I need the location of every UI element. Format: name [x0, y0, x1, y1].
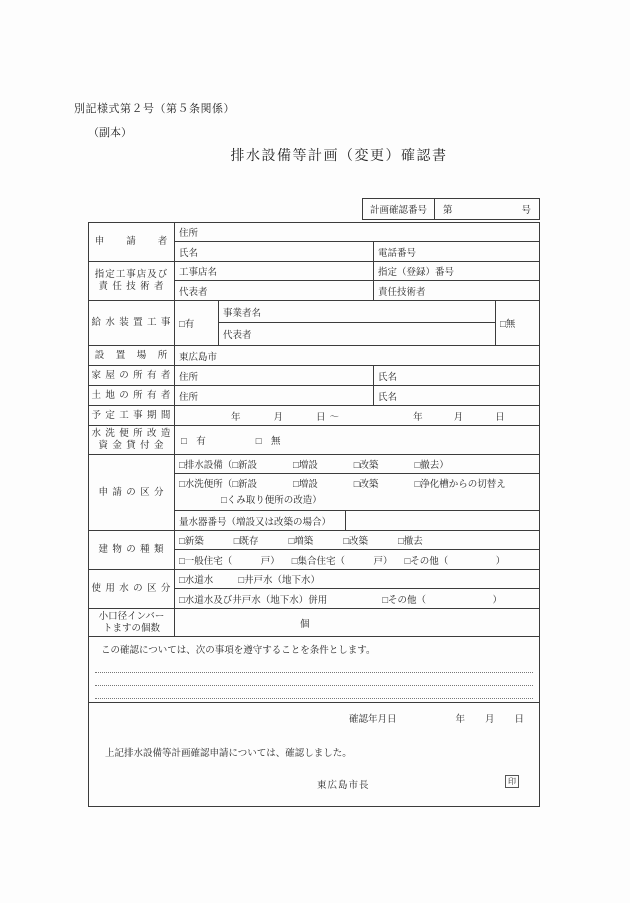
confirmation-month: 月 — [485, 715, 495, 725]
toilet-loan-yes-checkbox: □ 有 — [181, 437, 206, 447]
water-use-section — [89, 570, 539, 609]
building-new-checkbox: □新築 — [179, 537, 204, 547]
plan-number-suffix: 号 — [521, 206, 531, 216]
water-supply-business-field: 事業者名 — [223, 308, 262, 319]
tap-water-checkbox: □水道水 — [179, 576, 214, 586]
work-period-label: 予 定 工 事 期 間 — [89, 406, 175, 425]
confirmation-day: 日 — [514, 715, 525, 725]
seal-mark: 印 — [505, 775, 519, 788]
toilet-loan-no-checkbox: □ 無 — [255, 437, 281, 447]
plan-number-prefix: 第 — [443, 206, 453, 216]
house-owner-name-field: 氏名 — [378, 372, 398, 383]
water-supply-work-section — [89, 301, 539, 346]
building-remove-checkbox: □撤去 — [398, 537, 423, 547]
form-code: 別記様式第２号（第５条関係） — [74, 103, 235, 115]
water-meter-value — [346, 511, 539, 530]
drainage-new-checkbox: □排水設備（□新設 — [179, 461, 257, 471]
water-use-row2 — [175, 589, 539, 608]
copy-type-label: （副本） — [88, 127, 132, 139]
invert-basin-section — [89, 609, 539, 637]
land-owner-address-field: 住所 — [175, 386, 374, 405]
drainage-rebuild-checkbox: □改築 — [353, 461, 379, 471]
well-water-checkbox: □井戸水（地下水） — [238, 576, 320, 586]
flush-rebuild-checkbox: □改築 — [353, 480, 379, 490]
water-use-row1 — [175, 570, 539, 589]
plan-number-label: 計画確認番号 — [363, 199, 435, 219]
invert-basin-unit: 個 — [300, 619, 310, 630]
mayor-name: 東広島市長 — [317, 781, 370, 791]
building-extension-checkbox: □増築 — [288, 537, 314, 547]
water-meter-label: 量水器番号（増設又は改築の場合） — [175, 511, 346, 530]
land-owner-section — [89, 386, 539, 406]
flush-pit-toilet-checkbox: □くみ取り便所の改造） — [221, 496, 322, 506]
invert-basin-label — [89, 609, 175, 636]
application-category-section — [89, 455, 539, 531]
water-supply-no-checkbox: □無 — [500, 320, 516, 330]
confirmation-section — [89, 703, 539, 806]
plan-number-value — [435, 199, 539, 219]
land-owner-label: 土 地 の 所 有 者 — [89, 386, 175, 405]
period-day-from: 日 — [316, 412, 326, 423]
contractor-label-line2: 責 任 技 術 者 — [98, 282, 165, 292]
condition-line — [95, 686, 533, 699]
house-owner-section — [89, 366, 539, 386]
confirmation-date-line — [89, 711, 539, 725]
combined-water-checkbox: □水道水及び井戸水（地下水）併用 — [179, 595, 328, 606]
building-type-row1 — [175, 531, 539, 550]
building-type-label: 建 物 の 種 類 — [89, 531, 175, 569]
building-type-section — [89, 531, 539, 570]
building-rebuild-checkbox: □改築 — [343, 537, 368, 547]
drainage-options-row — [175, 455, 539, 474]
invert-basin-label-line1: 小口径インバー — [98, 611, 165, 622]
toilet-loan-label-line2: 資 金 貸 付 金 — [98, 441, 165, 451]
toilet-loan-options — [175, 426, 539, 454]
applicant-address-field: 住所 — [179, 229, 199, 239]
toilet-loan-label — [89, 426, 175, 454]
house-owner-label: 家 屋 の 所 有 者 — [89, 366, 175, 385]
flush-new-checkbox: □水洗便所（□新設 — [179, 480, 257, 490]
flush-toilet-options-row — [175, 474, 539, 511]
period-day-to: 日 — [495, 412, 505, 423]
work-period-value — [175, 406, 539, 425]
page-title: 排水設備等計画（変更）確認書 — [230, 149, 448, 164]
location-label: 設 置 場 所 — [89, 346, 175, 365]
condition-line — [95, 660, 533, 673]
applicant-label: 申 請 者 — [89, 223, 175, 261]
location-value: 東広島市 — [179, 352, 218, 363]
other-water-checkbox: □その他（ ） — [382, 595, 502, 606]
conditions-section — [89, 637, 539, 703]
contractor-section — [89, 262, 539, 301]
contractor-label — [89, 262, 175, 300]
period-month-from: 月 — [273, 412, 284, 423]
drainage-add-checkbox: □増設 — [292, 461, 318, 471]
applicant-section — [89, 223, 539, 262]
period-tilde: ～ — [329, 412, 340, 423]
period-year-to: 年 — [413, 412, 423, 423]
contractor-engineer-field: 責任技術者 — [378, 287, 426, 298]
toilet-loan-section — [89, 426, 539, 455]
contractor-shop-field: 工事店名 — [175, 262, 374, 280]
water-use-label: 使 用 水 の 区 分 — [89, 570, 175, 608]
confirmation-year: 年 — [455, 715, 466, 725]
conditions-text: この確認については、次の事項を遵守することを条件とします。 — [101, 646, 376, 656]
main-form-table — [88, 222, 540, 807]
applicant-phone-field: 電話番号 — [378, 248, 417, 259]
building-apartment-checkbox: □集合住宅（ 戸） — [291, 556, 393, 567]
building-detached-checkbox: □一般住宅（ 戸） — [179, 556, 280, 567]
water-supply-yes-checkbox: □有 — [175, 301, 219, 345]
work-period-section — [89, 406, 539, 426]
building-existing-checkbox: □既存 — [233, 537, 259, 547]
application-category-label: 申 請 の 区 分 — [89, 455, 175, 530]
drainage-remove-checkbox: □撤去） — [414, 461, 449, 471]
flush-add-checkbox: □増設 — [292, 480, 318, 490]
land-owner-name-field: 氏名 — [378, 392, 398, 403]
contractor-rep-field: 代表者 — [175, 281, 374, 300]
building-other-checkbox: □その他（ ） — [404, 556, 506, 567]
invert-basin-count-field — [175, 609, 539, 636]
flush-septic-switch-checkbox: □浄化槽からの切替え — [414, 480, 506, 490]
water-supply-work-label: 給 水 装 置 工 事 — [89, 301, 175, 345]
period-month-to: 月 — [453, 412, 464, 423]
water-supply-rep-field: 代表者 — [223, 331, 252, 341]
condition-line — [95, 673, 533, 686]
house-owner-address-field: 住所 — [175, 366, 374, 385]
contractor-label-line1: 指定工事店及び — [94, 270, 169, 280]
location-section — [89, 346, 539, 366]
plan-number-box — [362, 198, 540, 220]
invert-basin-label-line2: トますの個数 — [102, 623, 160, 634]
period-year-from: 年 — [231, 412, 241, 423]
applicant-name-field: 氏名 — [175, 242, 374, 261]
toilet-loan-label-line1: 水 洗 便 所 改 造 — [91, 429, 172, 439]
confirmation-date-label: 確認年月日 — [349, 715, 397, 725]
contractor-regno-field: 指定（登録）番号 — [378, 268, 455, 278]
confirmation-statement: 上記排水設備等計画確認申請については、確認しました。 — [105, 749, 352, 759]
building-type-row2 — [175, 550, 539, 569]
